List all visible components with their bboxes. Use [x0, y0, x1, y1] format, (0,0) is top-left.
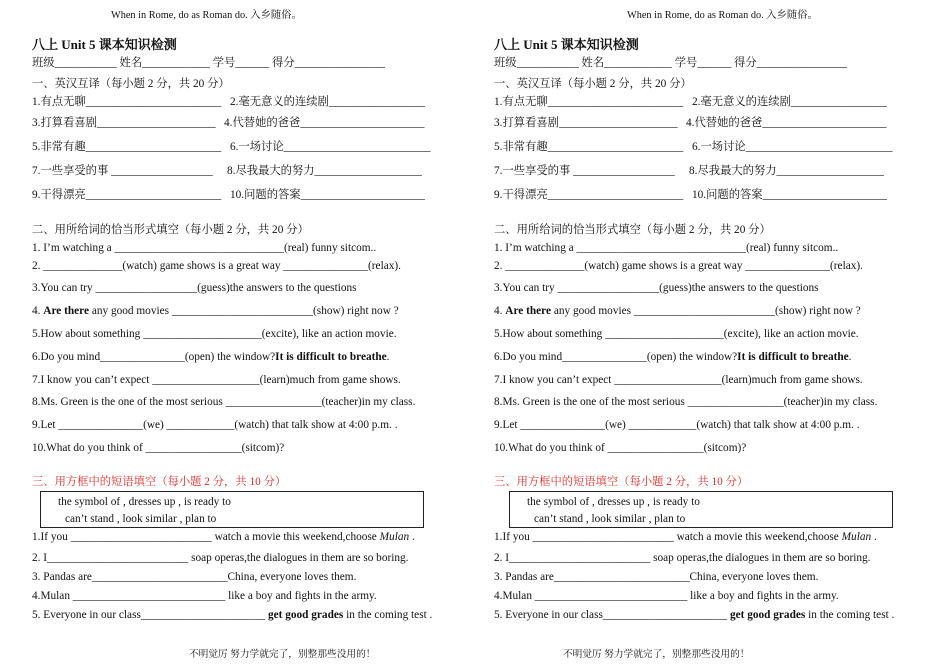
student-info-line: 班级___________ 姓名____________ 学号______ 得分________________: [32, 57, 386, 69]
s3-item: 3. Pandas are________________________China, everyone loves them.: [494, 571, 819, 583]
s1-item: 10.问题的答案______________________: [230, 189, 425, 201]
s2-item: 1. I’m watching a ______________________________(real) funny sitcom..: [32, 242, 377, 254]
s2-item: 4. Are there any good movies _________________________(show) right now ?: [494, 305, 861, 317]
s2-item: 8.Ms. Green is the one of the most serious _________________(teacher)in my class.: [494, 396, 878, 408]
s2-item: 3.You can try __________________(guess)the answers to the questions: [32, 282, 357, 294]
s3-item: 1.If you _________________________ watch a movie this weekend,choose Mulan .: [494, 531, 877, 543]
s3-item: 3. Pandas are________________________China, everyone loves them.: [32, 571, 357, 583]
s3-item: 2. I_________________________ soap operas,the dialogues in them are so boring.: [494, 552, 871, 564]
s2-item: 8.Ms. Green is the one of the most serious _________________(teacher)in my class.: [32, 396, 416, 408]
s1-item: 2.毫无意义的连续剧_________________: [692, 96, 887, 108]
s1-item: 1.有点无聊________________________: [494, 96, 684, 108]
footer-slogan: 不明觉厉 努力学就完了，别整那些没用的！: [189, 649, 376, 660]
s2-item: 3.You can try __________________(guess)the answers to the questions: [494, 282, 819, 294]
section2-heading: 二、用所给词的恰当形式填空（每小题 2 分，共 20 分）: [494, 224, 771, 236]
s1-item: 2.毫无意义的连续剧_________________: [230, 96, 425, 108]
s1-item: 6.一场讨论__________________________: [692, 141, 893, 153]
s1-item: 9.干得漂亮________________________: [32, 189, 222, 201]
s2-item: 6.Do you mind_______________(open) the window?It is difficult to breathe.: [32, 351, 390, 363]
s1-item: 8.尽我最大的努力___________________: [227, 165, 422, 177]
s2-item: 9.Let _______________(we) ____________(watch) that talk show at 4:00 p.m. .: [32, 419, 398, 431]
phrase-box: [40, 491, 424, 528]
s2-item: 9.Let _______________(we) ____________(watch) that talk show at 4:00 p.m. .: [494, 419, 860, 431]
s1-item: 7.一些享受的事 __________________: [32, 165, 213, 177]
s2-item: 6.Do you mind_______________(open) the window?It is difficult to breathe.: [494, 351, 852, 363]
s3-item: 4.Mulan ___________________________ like a boy and fights in the army.: [32, 590, 377, 602]
s1-item: 7.一些享受的事 __________________: [494, 165, 675, 177]
s1-item: 4.代替她的爸爸______________________: [224, 117, 425, 129]
section3-heading: 三、用方框中的短语填空（每小题 2 分，共 10 分）: [32, 476, 287, 488]
s3-item: 1.If you _________________________ watch a movie this weekend,choose Mulan .: [32, 531, 415, 543]
phrase-row: can’t stand , look similar , plan to: [65, 513, 217, 525]
s2-item: 2. ______________(watch) game shows is a great way _______________(relax).: [494, 260, 863, 272]
s1-item: 3.打算看喜剧_____________________: [32, 117, 216, 129]
section1-heading: 一、英汉互译（每小题 2 分，共 20 分）: [32, 78, 230, 90]
s1-item: 3.打算看喜剧_____________________: [494, 117, 678, 129]
s3-item: 5. Everyone in our class______________________ get good grades in the coming test .: [32, 609, 433, 621]
s2-item: 10.What do you think of _________________(sitcom)?: [32, 442, 285, 454]
s2-item: 2. ______________(watch) game shows is a great way _______________(relax).: [32, 260, 401, 272]
s3-item: 4.Mulan ___________________________ like a boy and fights in the army.: [494, 590, 839, 602]
s1-item: 1.有点无聊________________________: [32, 96, 222, 108]
student-info-line: 班级___________ 姓名____________ 学号______ 得分________________: [494, 57, 848, 69]
footer-slogan: 不明觉厉 努力学就完了，别整那些没用的！: [563, 649, 750, 660]
s1-item: 4.代替她的爸爸______________________: [686, 117, 887, 129]
s3-item: 2. I_________________________ soap operas,the dialogues in them are so boring.: [32, 552, 409, 564]
section3-heading: 三、用方框中的短语填空（每小题 2 分，共 10 分）: [494, 476, 749, 488]
s2-item: 4. Are there any good movies _________________________(show) right now ?: [32, 305, 399, 317]
motto: When in Rome, do as Roman do. 入乡随俗。: [111, 10, 302, 21]
s2-item: 7.I know you can’t expect ___________________(learn)much from game shows.: [494, 374, 863, 386]
s1-item: 6.一场讨论__________________________: [230, 141, 431, 153]
worksheet-left: [32, 0, 472, 672]
phrase-row: the symbol of , dresses up , is ready to: [58, 496, 231, 508]
phrase-box: [509, 491, 893, 528]
s2-item: 5.How about something _____________________(excite), like an action movie.: [32, 328, 397, 340]
phrase-row: can’t stand , look similar , plan to: [534, 513, 686, 525]
motto: When in Rome, do as Roman do. 入乡随俗。: [627, 10, 818, 21]
s1-item: 5.非常有趣________________________: [494, 141, 684, 153]
worksheet-title: 八上 Unit 5 课本知识检测: [32, 37, 177, 52]
s2-item: 5.How about something _____________________(excite), like an action movie.: [494, 328, 859, 340]
s2-item: 1. I’m watching a ______________________________(real) funny sitcom..: [494, 242, 839, 254]
s1-item: 5.非常有趣________________________: [32, 141, 222, 153]
s2-item: 7.I know you can’t expect ___________________(learn)much from game shows.: [32, 374, 401, 386]
s1-item: 10.问题的答案______________________: [692, 189, 887, 201]
worksheet-title: 八上 Unit 5 课本知识检测: [494, 37, 639, 52]
s1-item: 8.尽我最大的努力___________________: [689, 165, 884, 177]
section2-heading: 二、用所给词的恰当形式填空（每小题 2 分，共 20 分）: [32, 224, 309, 236]
s2-item: 10.What do you think of _________________(sitcom)?: [494, 442, 747, 454]
phrase-row: the symbol of , dresses up , is ready to: [527, 496, 700, 508]
section1-heading: 一、英汉互译（每小题 2 分，共 20 分）: [494, 78, 692, 90]
s3-item: 5. Everyone in our class______________________ get good grades in the coming test .: [494, 609, 895, 621]
worksheet-right: [494, 0, 934, 672]
s1-item: 9.干得漂亮________________________: [494, 189, 684, 201]
